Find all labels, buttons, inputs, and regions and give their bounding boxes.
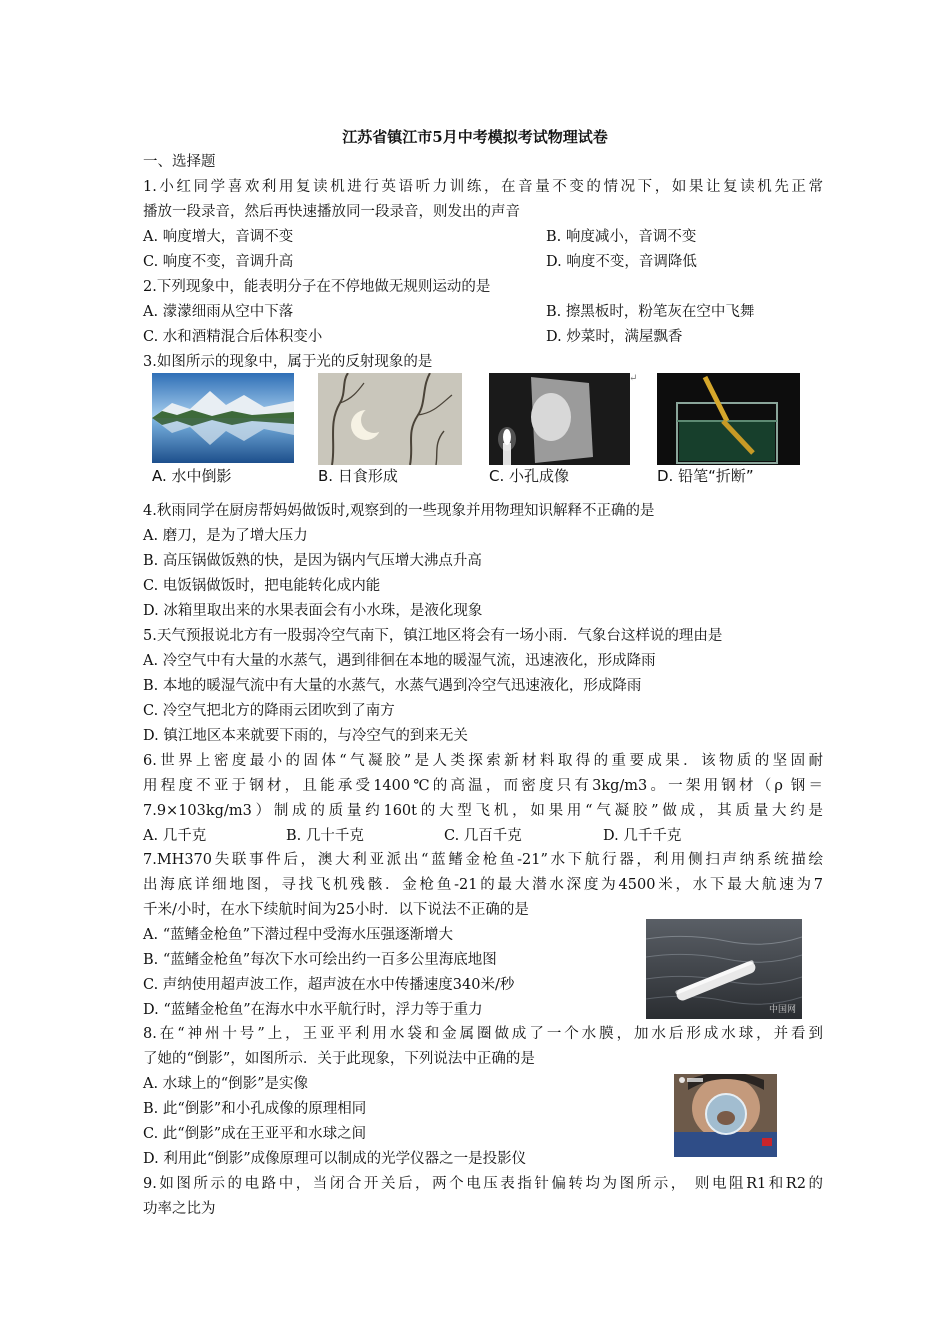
q6-stem-line2: 用程度不亚于钢材，且能承受1400℃的高温，而密度只有3kg/m3。一架用钢材（ρ 钢＝: [143, 778, 823, 794]
lake-reflection-image: [152, 373, 294, 463]
q8-option-c: C. 此“倒影”成在王亚平和水球之间: [143, 1126, 367, 1142]
water-ball-image: [674, 1074, 777, 1157]
section-heading: 一、选择题: [143, 154, 216, 170]
q7-option-d: D. “蓝鳍金枪鱼”在海水中水平航行时，浮力等于重力: [143, 1002, 483, 1018]
q4-option-d: D. 冰箱里取出来的水果表面会有小水珠，是液化现象: [143, 603, 483, 619]
q8-option-b: B. 此“倒影”和小孔成像的原理相同: [143, 1101, 367, 1117]
q1-option-b: B. 响度减小，音调不变: [546, 229, 697, 245]
pencil-in-water-image: [657, 373, 800, 465]
q6-option-d: D. 几千千克: [603, 828, 682, 844]
pinhole-candle-image: [489, 373, 630, 465]
q5-option-c: C. 冷空气把北方的降雨云团吹到了南方: [143, 703, 395, 719]
q1-option-a: A. 响度增大，音调不变: [143, 229, 294, 245]
q3-figure-pinhole: [489, 373, 630, 465]
q5-option-d: D. 镇江地区本来就要下雨的，与冷空气的到来无关: [143, 728, 468, 744]
q5-stem: 5.天气预报说北方有一股弱冷空气南下，镇江地区将会有一场小雨．气象台这样说的理由是: [143, 628, 723, 644]
q7-stem-line1: 7.MH370失联事件后，澳大利亚派出“蓝鳍金枪鱼-21”水下航行器，利用侧扫声纳系统描绘: [143, 852, 823, 868]
q2-option-a: A. 濛濛细雨从空中下落: [143, 304, 294, 320]
q4-option-b: B. 高压锅做饭熟的快，是因为锅内气压增大沸点升高: [143, 553, 482, 569]
q2-option-c: C. 水和酒精混合后体积变小: [143, 329, 323, 345]
q4-option-a: A. 磨刀，是为了增大压力: [143, 528, 308, 544]
q6-option-b: B. 几十千克: [286, 828, 364, 844]
q7-stem-line2: 出海底详细地图，寻找飞机残骸．金枪鱼-21的最大潜水深度为4500米，水下最大航速为7: [143, 877, 823, 893]
return-mark-icon: ↵: [629, 373, 638, 384]
q2-stem: 2.下列现象中，能表明分子在不停地做无规则运动的是: [143, 279, 491, 295]
q3-stem: 3.如图所示的现象中，属于光的反射现象的是: [143, 354, 433, 370]
q7-option-b: B. “蓝鳍金枪鱼”每次下水可绘出约一百多公里海底地图: [143, 952, 497, 968]
image-watermark: 中国网: [768, 1005, 796, 1015]
q9-stem-line2: 功率之比为: [143, 1201, 216, 1217]
q6-option-c: C. 几百千克: [444, 828, 522, 844]
q7-stem-line3: 千米/小时，在水下续航时间为25小时．以下说法不正确的是: [143, 902, 529, 918]
q7-option-a: A. “蓝鳍金枪鱼”下潜过程中受海水压强逐渐增大: [143, 927, 454, 943]
q1-stem-line1: 1.小红同学喜欢利用复读机进行英语听力训练，在音量不变的情况下，如果让复读机先正常: [143, 179, 823, 195]
q1-stem-line2: 播放一段录音，然后再快速播放同一段录音，则发出的声音: [143, 204, 520, 220]
q5-option-b: B. 本地的暖湿气流中有大量的水蒸气，水蒸气遇到冷空气迅速液化，形成降雨: [143, 678, 642, 694]
q6-stem-line3: 7.9×103kg/m3）制成的质量约160t的大型飞机，如果用“气凝胶”做成，其质量大约是: [143, 803, 823, 819]
q7-option-c: C. 声纳使用超声波工作，超声波在水中传播速度340米/秒: [143, 977, 515, 993]
exam-title: 江苏省镇江市5月中考模拟考试物理试卷: [342, 128, 608, 146]
q3-caption-a: A. 水中倒影: [152, 467, 232, 485]
q8-stem-line2: 了她的“倒影”，如图所示．关于此现象，下列说法中正确的是: [143, 1051, 535, 1067]
q1-option-d: D. 响度不变，音调降低: [546, 254, 697, 270]
q3-caption-c: C. 小孔成像: [489, 467, 570, 485]
q9-stem-line1: 9.如图所示的电路中，当闭合开关后，两个电压表指针偏转均为图所示， 则电阻R1和R2的: [143, 1176, 823, 1192]
q2-option-d: D. 炒菜时，满屋飘香: [546, 329, 683, 345]
eclipse-branches-image: [318, 373, 462, 465]
q3-figure-eclipse: [318, 373, 462, 465]
q3-figure-reflection: [152, 373, 294, 463]
q3-figure-pencil: [657, 373, 800, 465]
q2-option-b: B. 擦黑板时，粉笔灰在空中飞舞: [546, 304, 755, 320]
q5-option-a: A. 冷空气中有大量的水蒸气，遇到徘徊在本地的暖湿气流，迅速液化，形成降雨: [143, 653, 656, 669]
q4-stem: 4.秋雨同学在厨房帮妈妈做饭时,观察到的一些现象并用物理知识解释不正确的是: [143, 503, 655, 519]
q4-option-c: C. 电饭锅做饭时，把电能转化成内能: [143, 578, 381, 594]
q6-stem-line1: 6.世界上密度最小的固体“气凝胶”是人类探索新材料取得的重要成果．该物质的坚固耐: [143, 753, 823, 769]
q1-option-c: C. 响度不变，音调升高: [143, 254, 294, 270]
q8-stem-line1: 8.在“神州十号”上，王亚平利用水袋和金属圈做成了一个水膜，加水后形成水球，并看到: [143, 1026, 823, 1042]
q8-option-a: A. 水球上的“倒影”是实像: [143, 1076, 309, 1092]
q7-figure-underwater-vehicle: [646, 919, 802, 1019]
q8-figure-water-ball: [674, 1074, 777, 1157]
q3-caption-d: D. 铅笔“折断”: [657, 467, 754, 485]
q8-option-d: D. 利用此“倒影”成像原理可以制成的光学仪器之一是投影仪: [143, 1151, 527, 1167]
q6-option-a: A. 几千克: [143, 828, 207, 844]
q3-caption-b: B. 日食形成: [318, 467, 398, 485]
